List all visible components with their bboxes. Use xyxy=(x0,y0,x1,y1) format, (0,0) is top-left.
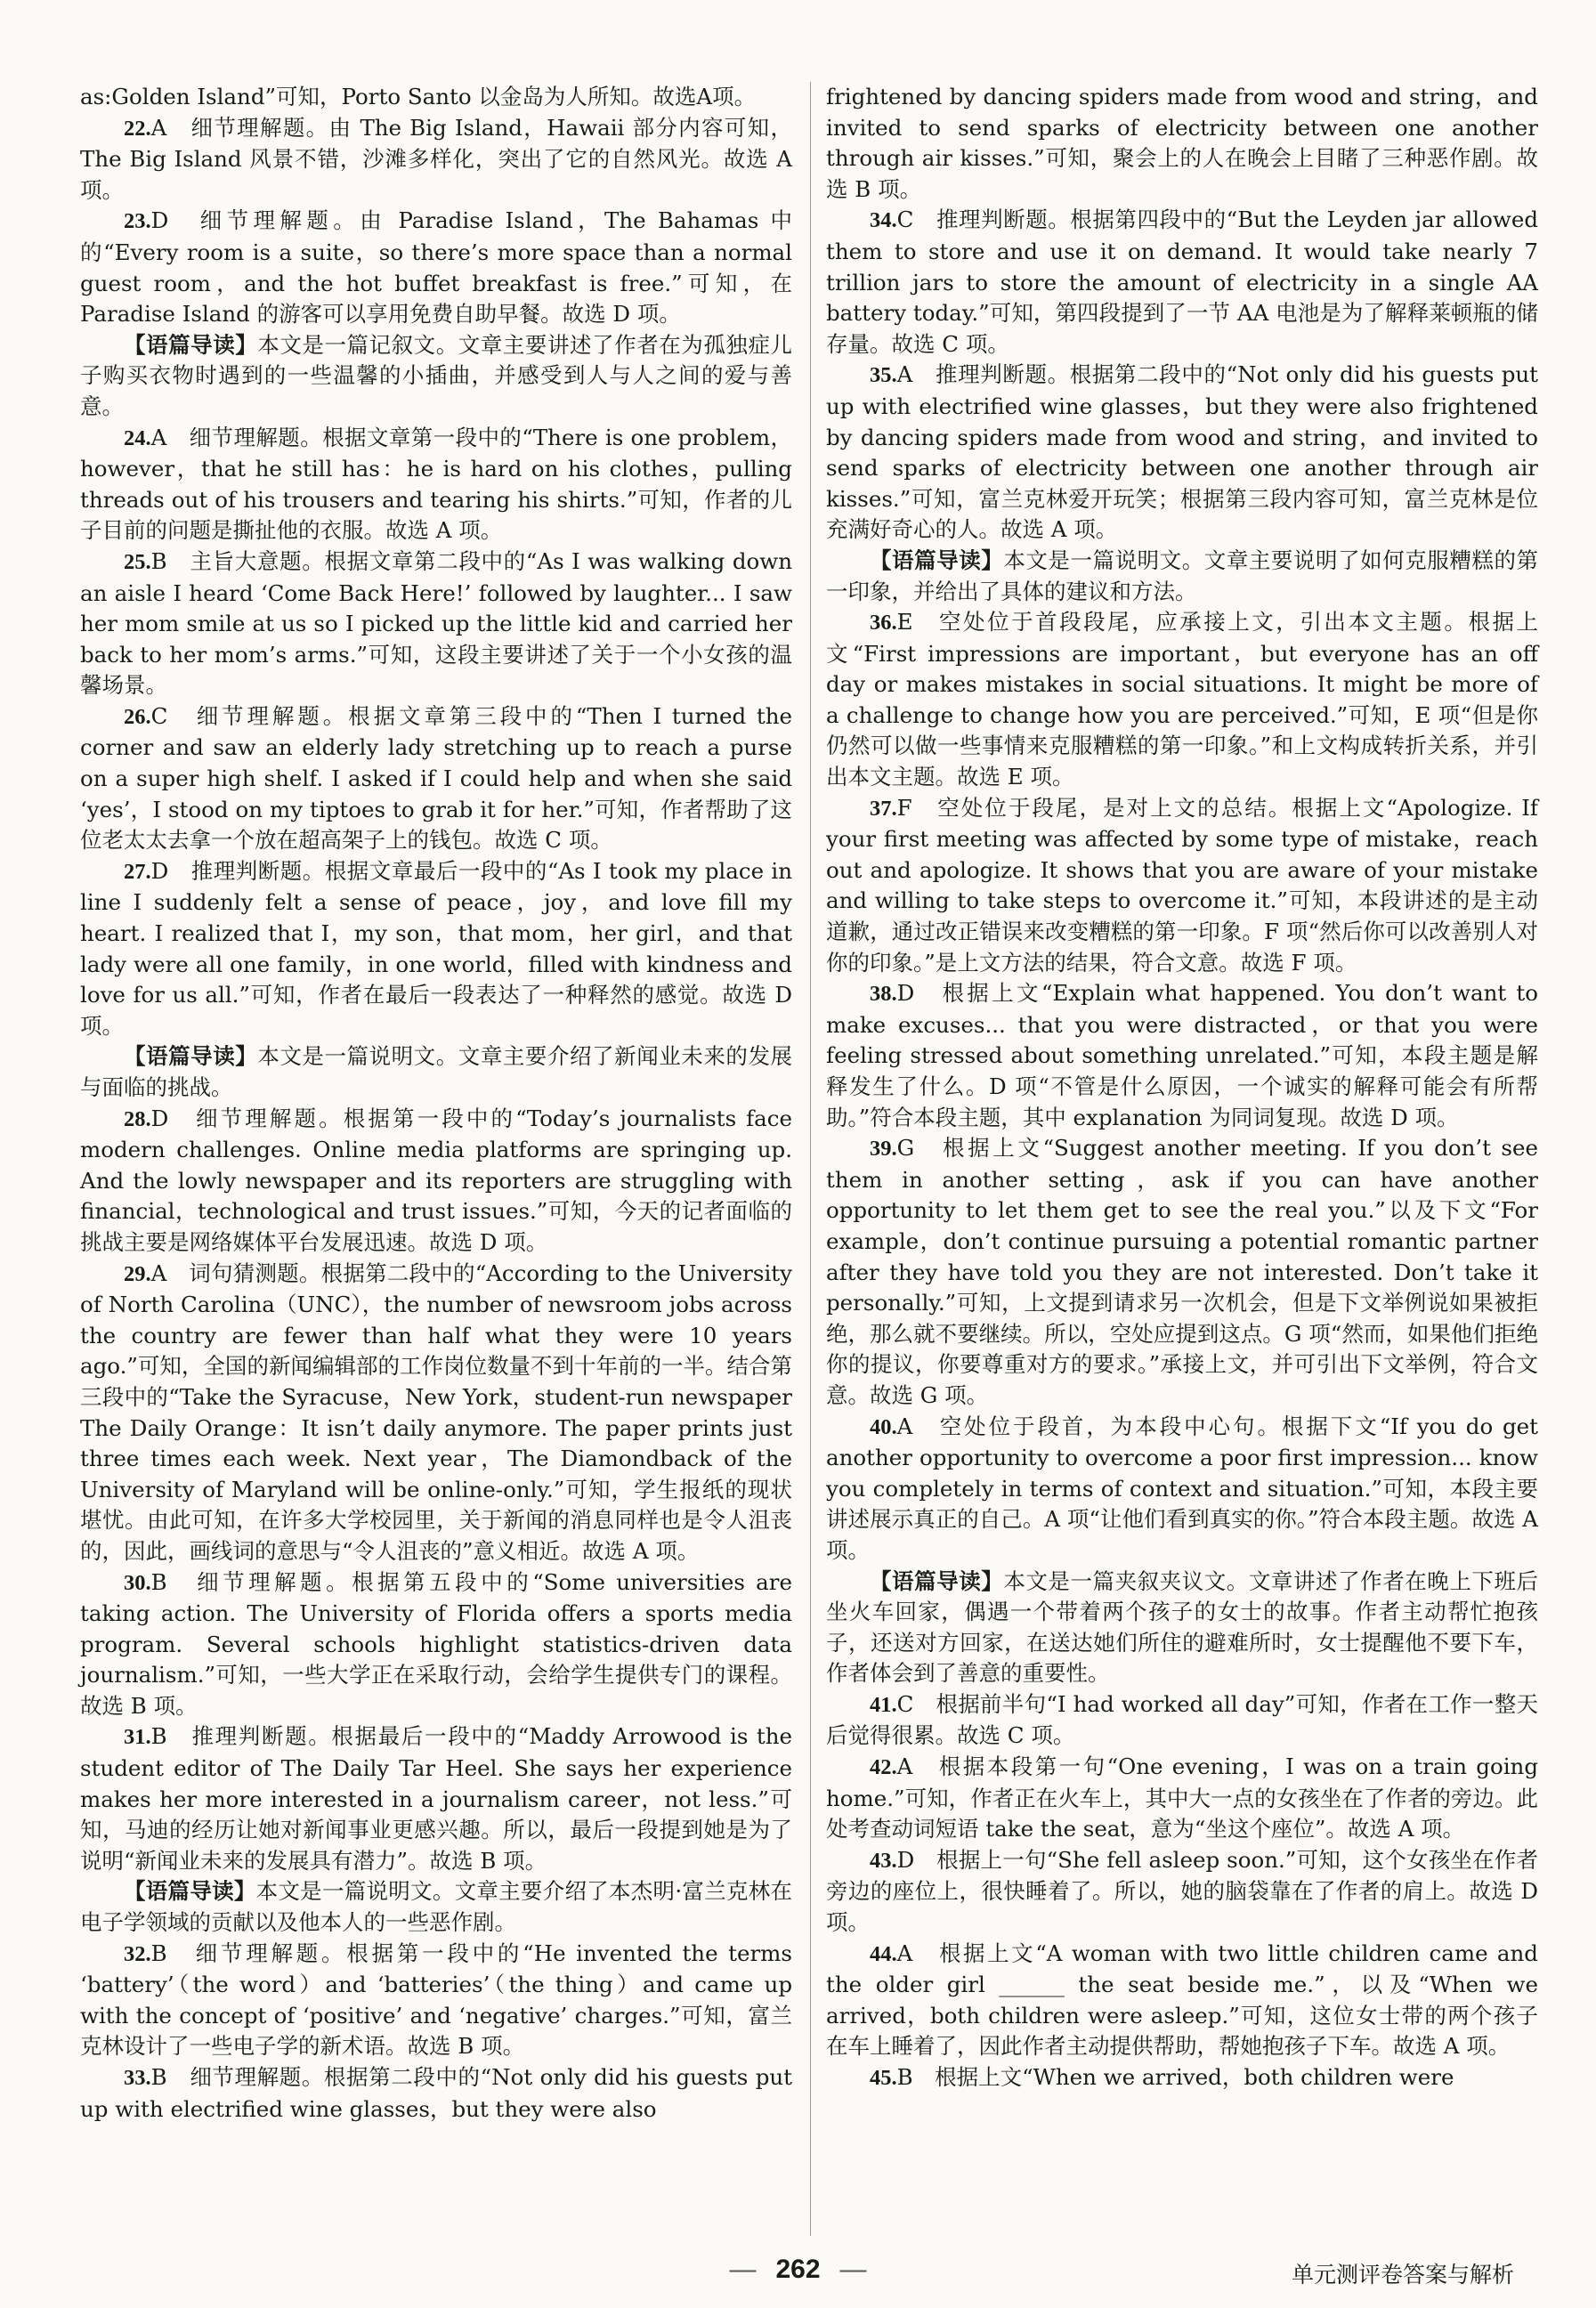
answer-text: B 根据上文“When we arrived，both children were xyxy=(896,2064,1454,2090)
answer-text: B 细节理解题。根据第五段中的“Some universities are taking action. The University of Florida offers a sports media program. Several schools highlight statistics-driven data journalism.”可知，一些大学正在采取行动，会给学生提供专门的课程。故选 B 项。 xyxy=(80,1568,792,1719)
question-number: 33. xyxy=(124,2066,151,2090)
footer-dash-right: — xyxy=(839,2255,867,2284)
answer-text: 本文是一篇说明文。文章主要介绍了本杰明·富兰克林在电子学领域的贡献以及他本人的一些恶作剧。 xyxy=(80,1878,792,1936)
answer-text: B 推理判断题。根据最后一段中的“Maddy Arrowood is the student editor of The Daily Tar Heel. She says her experience makes her more interested in a journalism career，not less.”可知，马迪的经历让她对新闻事业更感兴趣。所以，最后一段提到她是为了说明“新闻业未来的发展具有潜力”。故选 B 项。 xyxy=(80,1723,792,1874)
answer-item xyxy=(826,1133,1538,1411)
right-column xyxy=(826,82,1538,2094)
answer-text: E 空处位于首段段尾，应承接上文，引出本文主题。根据上文“First impressions are important，but everyone has an off day or makes mistakes in social situations. It might be more of a challenge to change how you are perceived.”可知，E 项“但是你仍然可以做一些事情来克服糟糕的第一印象。”和上文构成转折关系，并引出本文主题。故选 E 项。 xyxy=(826,609,1538,790)
answer-text: A 根据上文“A woman with two little children came and the older girl ______ the seat beside me.”，以及“When we arrived，both children were asleep.”可知，这位女士带的两个孩子在车上睡着了，因此作者主动提供帮助，帮她抱孩子下车。故选 A 项。 xyxy=(826,1940,1538,2060)
answer-continuation xyxy=(826,82,1538,205)
answer-item xyxy=(826,360,1538,546)
answer-item xyxy=(80,423,792,547)
answer-text: A 词句猜测题。根据第二段中的“According to the University of North Carolina（UNC），the number of newsroom jobs across the country are fewer than half what they were 10 years ago.”可知，全国的新闻编辑部的工作岗位数量不到十年前的一半。结合第三段中的“Take the Syracuse，New York，student-run newspaper The Daily Orange：It isn’t daily anymore. The paper prints just three times each week. Next year，The Diamondback of the University of Maryland will be online-only.”可知，学生报纸的现状堪忧。由此可知，在许多大学校园里，关于新闻的消息同样也是令人沮丧的，因此，画线词的意思与“令人沮丧的”意义相近。故选 A 项。 xyxy=(80,1259,792,1564)
question-number: 25. xyxy=(124,549,151,574)
answer-text: A 细节理解题。由 The Big Island，Hawaii 部分内容可知，The Big Island 风景不错，沙滩多样化，突出了它的自然风光。故选 A 项。 xyxy=(80,114,792,203)
answer-item xyxy=(80,1939,792,2062)
answer-item xyxy=(826,1689,1538,1752)
passage-guide xyxy=(80,330,792,423)
question-number: 36. xyxy=(870,611,897,636)
answer-item xyxy=(826,978,1538,1133)
answer-item xyxy=(826,2062,1538,2094)
answer-text: F 空处位于段尾，是对上文的总结。根据上文“Apologize. If your first meeting was affected by some type of mistake，reach out and apologize. It shows that you are aware of your mistake and willing to take steps to overcome it.”可知，本段讲述的是主动道歉，通过改正错误来改变糟糕的第一印象。F 项“然后你可以改善别人对你的印象。”是上文方法的结果，符合文意。故选 F 项。 xyxy=(826,794,1538,976)
question-number: 28. xyxy=(124,1106,151,1131)
question-number: 44. xyxy=(870,1941,897,1966)
answer-text: C 根据前半句“I had worked all day”可知，作者在工作一整天后觉得很累。故选 C 项。 xyxy=(826,1690,1538,1749)
answer-text: B 主旨大意题。根据文章第二段中的“As I was walking down an aisle I heard ‘Come Back Here!’ followed by laughter... I saw her mom smile at us so I picked up the little kid and carried her back to her mom’s arms.”可知，这段主要讲述了关于一个小女孩的温馨场景。 xyxy=(80,547,792,699)
question-number: 45. xyxy=(870,2066,897,2090)
guide-label: 【语篇导读】 xyxy=(870,1567,1004,1594)
answer-text: as:Golden Island”可知，Porto Santo 以金岛为人所知。故选A项。 xyxy=(80,84,757,109)
answer-text: G 根据上文“Suggest another meeting. If you don’t see them in another setting，ask if you can have another opportunity to let them get to see the real you.”以及下文“For example，don’t continue pursuing a potential romantic partner after they have told you they are not interested. Don’t take it personally.”可知，上文提到请求另一次机会，但是下文举例说如果被拒绝，那么就不要继续。所以，空处应提到这点。G 项“然而，如果他们拒绝你的提议，你要尊重对方的要求。”承接上文，并可引出下文举例，符合文意。故选 G 项。 xyxy=(826,1135,1538,1408)
answer-item xyxy=(80,856,792,1042)
question-number: 40. xyxy=(870,1414,897,1439)
guide-label: 【语篇导读】 xyxy=(124,331,258,358)
answer-text: 本文是一篇夹叙夹议文。文章讲述了作者在晚上下班后坐火车回家，偶遇一个带着两个孩子的女士的故事。作者主动帮忙抱孩子，还送对方回家，在送达她们所住的避难所时，女士提醒他不要下车，作者体会到了善意的重要性。 xyxy=(826,1567,1538,1687)
answer-text: A 根据本段第一句“One evening，I was on a train going home.”可知，作者正在火车上，其中大一点的女孩坐在了作者的旁边。此处考查动词短语 take the seat，意为“坐这个座位”。故选 A 项。 xyxy=(826,1753,1538,1842)
answer-text: C 细节理解题。根据文章第三段中的“Then I turned the corner and saw an elderly lady stretching up to reach a purse on a super high shelf. I asked if I could help and when she said ‘yes’，I stood on my tiptoes to grab it for her.”可知，作者帮助了这位老太太去拿一个放在超高架子上的钱包。故选 C 项。 xyxy=(80,702,792,854)
left-column xyxy=(80,82,792,2125)
guide-label: 【语篇导读】 xyxy=(870,547,1004,573)
answer-item xyxy=(826,1412,1538,1567)
answer-text: A 细节理解题。根据文章第一段中的“There is one problem，however，that he still has：he is hard on his clothes，pulling threads out of his trousers and tearing his shirts.”可知，作者的儿子目前的问题是撕扯他的衣服。故选 A 项。 xyxy=(80,424,792,544)
answer-text: D 细节理解题。由 Paradise Island，The Bahamas 中的“Every room is a suite，so there’s more space than a normal guest room，and the hot buffet breakfast is free.”可知，在 Paradise Island 的游客可以享用免费自助早餐。故选 D 项。 xyxy=(80,207,792,328)
answer-text: D 推理判断题。根据文章最后一段中的“As I took my place in line I suddenly felt a sense of peace，joy，and love fill my heart. I realized that I，my son，that mom，her girl，and that lady were all one family，in one world，filled with kindness and love for us all.”可知，作者在最后一段表达了一种释然的感觉。故选 D 项。 xyxy=(80,857,792,1039)
question-number: 27. xyxy=(124,859,151,884)
answer-text: B 细节理解题。根据第二段中的“Not only did his guests put up with electrified wine glasses，but they were also xyxy=(80,2064,792,2122)
question-number: 35. xyxy=(870,363,897,388)
answer-item xyxy=(826,607,1538,793)
answer-item xyxy=(826,1939,1538,2062)
answer-item xyxy=(80,1259,792,1567)
question-number: 22. xyxy=(124,116,151,141)
answer-item xyxy=(80,206,792,329)
passage-guide xyxy=(80,1041,792,1103)
passage-guide xyxy=(80,1876,792,1938)
answer-text: B 细节理解题。根据第一段中的“He invented the terms ‘battery’（the word）and ‘batteries’（the thing）and came up with the concept of ‘positive’ and ‘negative’ charges.”可知，富兰克林设计了一些电子学的新术语。故选 B 项。 xyxy=(80,1940,792,2060)
answer-item xyxy=(826,1845,1538,1939)
question-number: 42. xyxy=(870,1755,897,1780)
guide-label: 【语篇导读】 xyxy=(124,1878,256,1905)
answer-text: A 推理判断题。根据第二段中的“Not only did his guests put up with electrified wine glasses，but they were also frightened by dancing spiders made from wood and string，and invited to send sparks of electricity between one another through air kisses.”可知，富兰克林爱开玩笑；根据第三段内容可知，富兰克林是位充满好奇心的人。故选 A 项。 xyxy=(826,361,1538,543)
answer-item xyxy=(80,701,792,856)
answer-item xyxy=(826,205,1538,360)
question-number: 31. xyxy=(124,1725,151,1750)
question-number: 26. xyxy=(124,704,151,729)
question-number: 37. xyxy=(870,796,897,821)
answer-text: 本文是一篇说明文。文章主要说明了如何克服糟糕的第一印象，并给出了具体的建议和方法。 xyxy=(826,547,1538,604)
passage-guide xyxy=(826,1567,1538,1689)
answer-item xyxy=(80,1567,792,1722)
question-number: 30. xyxy=(124,1570,151,1595)
passage-guide xyxy=(826,546,1538,607)
footer-dash-left: — xyxy=(729,2255,757,2284)
answer-item xyxy=(826,1752,1538,1845)
question-number: 38. xyxy=(870,982,897,1007)
question-number: 32. xyxy=(124,1941,151,1966)
answer-text: 本文是一篇记叙文。文章主要讲述了作者在为孤独症儿子购买衣物时遇到的一些温馨的小插曲，并感受到人与人之间的爱与善意。 xyxy=(80,331,792,419)
question-number: 43. xyxy=(870,1848,897,1873)
answer-text: D 细节理解题。根据第一段中的“Today’s journalists face modern challenges. Online media platforms are springing up. And the lowly newspaper and its reporters are struggling with financial，technological and trust issues.”可知，今天的记者面临的挑战主要是网络媒体平台发展迅速。故选 D 项。 xyxy=(80,1105,792,1255)
footer-section-title: 单元测评卷答案与解析 xyxy=(1291,2262,1514,2288)
question-number: 24. xyxy=(124,425,151,450)
answer-text: A 空处位于段首，为本段中心句。根据下文“If you do get another opportunity to overcome a poor first impression... know you completely in terms of context and situation.”可知，本段主要讲述展示真正的自己。A 项“让他们看到真实的你。”符合本段主题。故选 A 项。 xyxy=(826,1413,1538,1563)
answer-text: C 推理判断题。根据第四段中的“But the Leyden jar allowed them to store and use it on demand. It would take nearly 7 trillion jars to store the amount of electricity in a single AA battery today.”可知，第四段提到了一节 AA 电池是为了解释莱顿瓶的储存量。故选 C 项。 xyxy=(826,207,1538,357)
answer-item xyxy=(80,1104,792,1259)
answer-item xyxy=(80,113,792,207)
answer-text: frightened by dancing spiders made from wood and string，and invited to send sparks of electricity between one another through air kisses.”可知，聚会上的人在晚会上目睹了三种恶作剧。故选 B 项。 xyxy=(826,84,1538,202)
answer-text: D 根据上一句“She fell asleep soon.”可知，这个女孩坐在作者旁边的座位上，很快睡着了。所以，她的脑袋靠在了作者的肩上。故选 D 项。 xyxy=(826,1846,1538,1936)
question-number: 23. xyxy=(124,209,151,234)
answer-item xyxy=(80,1721,792,1876)
answer-item xyxy=(826,793,1538,979)
column-divider xyxy=(810,82,811,2236)
page-number: 262 xyxy=(775,2255,821,2284)
answer-item xyxy=(80,2062,792,2125)
question-number: 34. xyxy=(870,208,897,233)
answer-text: 本文是一篇说明文。文章主要介绍了新闻业未来的发展与面临的挑战。 xyxy=(80,1043,792,1100)
question-number: 29. xyxy=(124,1261,151,1286)
answer-item xyxy=(80,547,792,701)
question-number: 39. xyxy=(870,1137,897,1162)
guide-label: 【语篇导读】 xyxy=(124,1043,258,1070)
answer-continuation xyxy=(80,82,792,113)
question-number: 41. xyxy=(870,1692,897,1717)
answer-text: D 根据上文“Explain what happened. You don’t want to make excuses... that you were distracted，or that you were feeling stressed about something unrelated.”可知，本段主题是解释发生了什么。D 项“不管是什么原因，一个诚实的解释可能会有所帮助。”符合本段主题，其中 explanation 为同词复现。故选 D 项。 xyxy=(826,980,1538,1130)
